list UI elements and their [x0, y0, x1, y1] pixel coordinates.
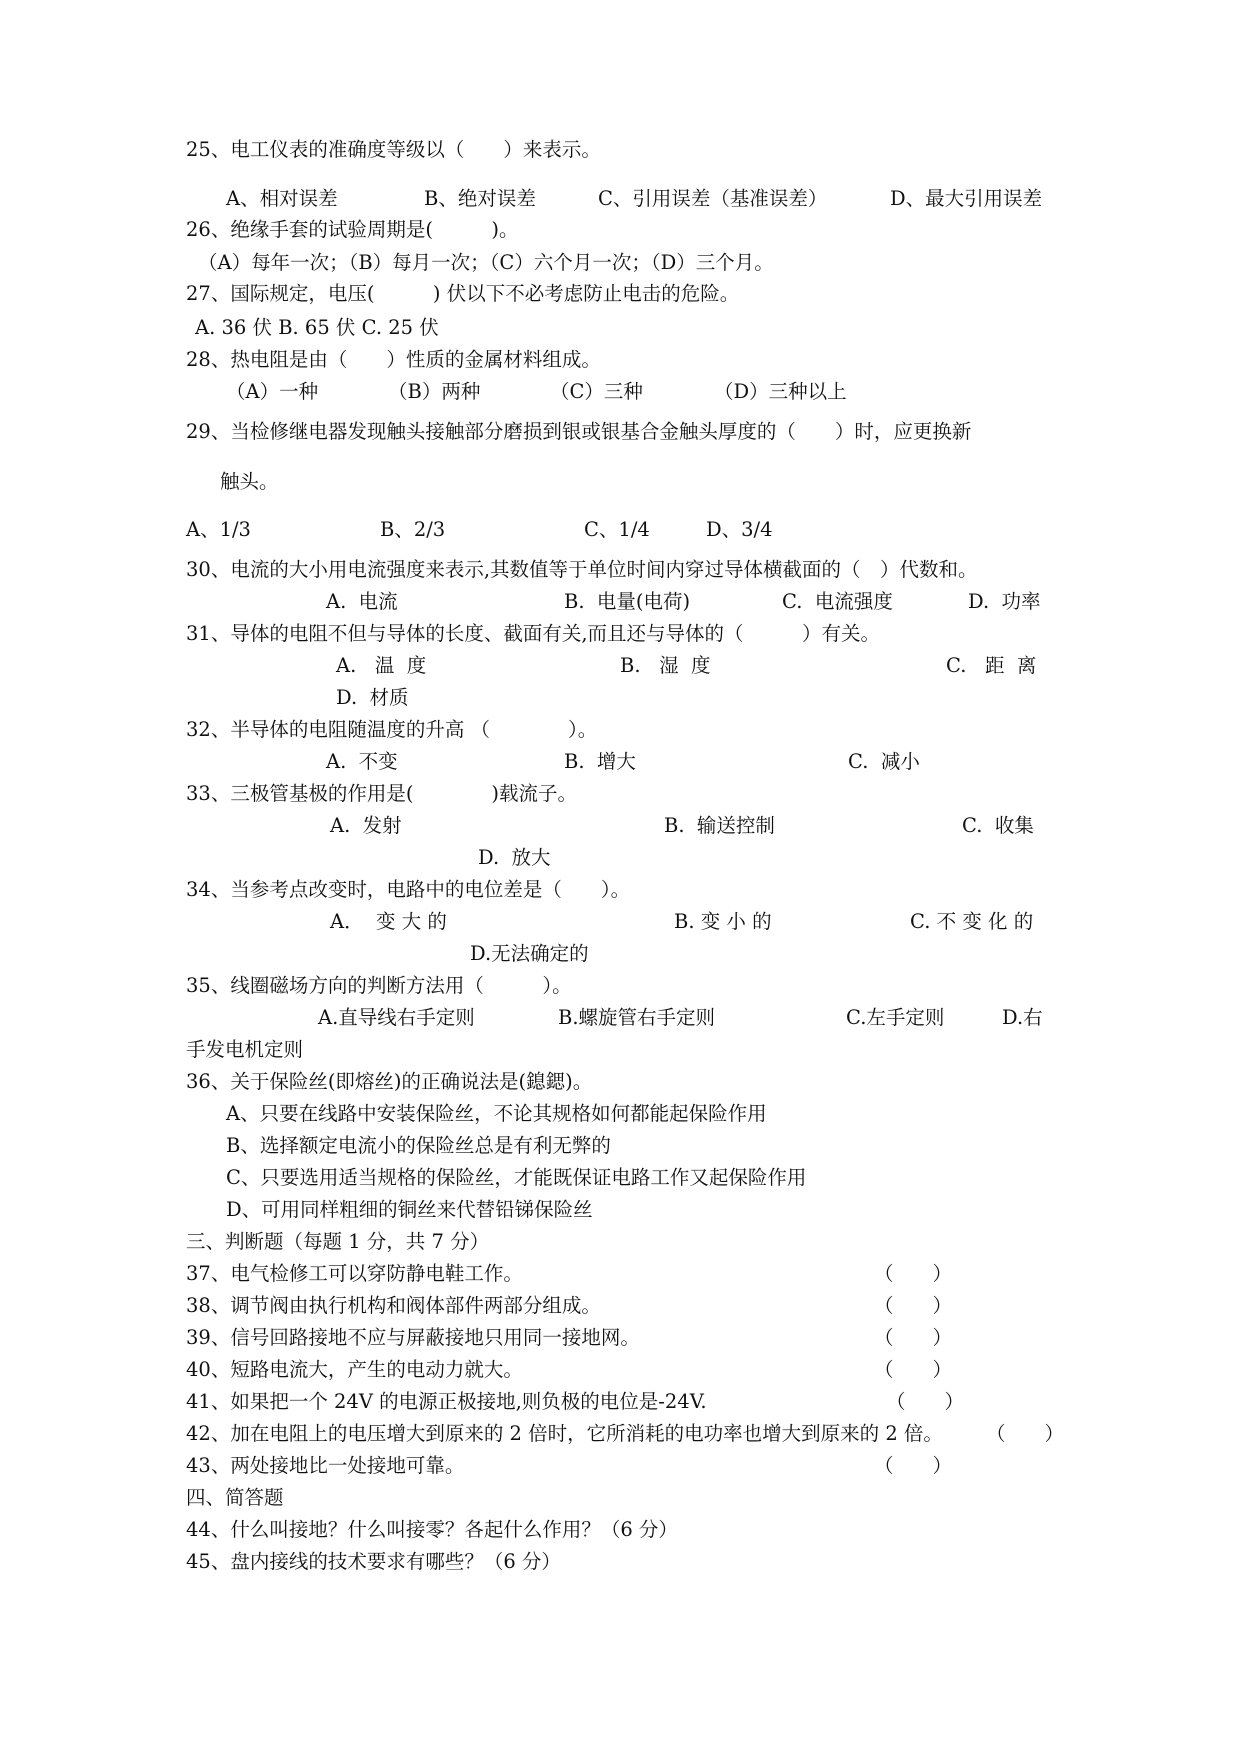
- q28-stem: 28、热电阻是由（ ）性质的金属材料组成。: [186, 348, 601, 371]
- q27-stem: 27、国际规定，电压( ) 伏以下不必考虑防止电击的危险。: [186, 282, 740, 305]
- q35-option-c: C.左手定则: [846, 1006, 945, 1029]
- q37-text: 37、电气检修工可以穿防静电鞋工作。: [186, 1262, 523, 1285]
- q36-option-c: C、只要选用适当规格的保险丝，才能既保证电路工作又起保险作用: [226, 1166, 807, 1189]
- q35-continuation: 手发电机定则: [186, 1038, 304, 1061]
- q28-option-d: （D）三种以上: [714, 380, 847, 403]
- q25-option-c: C、引用误差（基准误差）: [598, 187, 828, 210]
- q30-option-d: D. 功率: [968, 590, 1041, 613]
- q35-option-b: B.螺旋管右手定则: [558, 1006, 716, 1029]
- q32-option-b: B. 增大: [564, 750, 636, 773]
- q42-answer-paren: （ ）: [986, 1422, 1065, 1445]
- q36-option-d: D、可用同样粗细的铜丝来代替铅锑保险丝: [226, 1198, 593, 1221]
- q29-option-d: D、3/4: [706, 518, 773, 541]
- q32-option-c: C. 减小: [848, 750, 920, 773]
- q32-option-a: A. 不变: [326, 750, 398, 773]
- q38-text: 38、调节阀由执行机构和阀体部件两部分组成。: [186, 1294, 601, 1317]
- q40-answer-paren: （ ）: [874, 1358, 953, 1381]
- q34-option-a: A． 变 大 的: [330, 910, 447, 933]
- q42-text: 42、加在电阻上的电压增大到原来的 2 倍时，它所消耗的电功率也增大到原来的 2 倍。: [186, 1422, 943, 1445]
- q45-text: 45、盘内接线的技术要求有哪些？（6 分）: [186, 1550, 561, 1573]
- q29-continuation: 触头。: [220, 470, 279, 493]
- q34-stem: 34、当参考点改变时，电路中的电位差是（ ）。: [186, 878, 631, 901]
- q30-option-c: C. 电流强度: [782, 590, 893, 613]
- q31-option-c: C. 距 离: [946, 654, 1037, 677]
- q30-option-a: A. 电流: [326, 590, 398, 613]
- q33-option-a: A. 发射: [330, 814, 402, 837]
- q31-stem: 31、导体的电阻不但与导体的长度、截面有关,而且还与导体的（ ）有关。: [186, 622, 881, 645]
- q31-option-a: A. 温 度: [336, 654, 427, 677]
- section3-title: 三、判断题（每题 1 分，共 7 分）: [186, 1230, 490, 1253]
- q26-options: （A）每年一次；（B）每月一次；（C）六个月一次；（D）三个月。: [198, 251, 774, 274]
- q30-stem: 30、电流的大小用电流强度来表示,其数值等于单位时间内穿过导体横截面的（ ）代数和。: [186, 558, 978, 581]
- q28-option-b: （B）两种: [388, 380, 481, 403]
- q25-stem: 25、电工仪表的准确度等级以（ ）来表示。: [186, 138, 601, 161]
- q32-stem: 32、半导体的电阻随温度的升高 （ ）。: [186, 718, 598, 741]
- q38-answer-paren: （ ）: [874, 1294, 953, 1317]
- q35-stem: 35、线圈磁场方向的判断方法用（ ）。: [186, 974, 572, 997]
- q26-stem: 26、绝缘手套的试验周期是( )。: [186, 218, 519, 241]
- q29-stem: 29、当检修继电器发现触头接触部分磨损到银或银基合金触头厚度的（ ）时，应更换新: [186, 420, 972, 443]
- q28-option-a: （A）一种: [226, 380, 319, 403]
- q33-option-d: D. 放大: [478, 846, 551, 869]
- q31-option-b: B. 湿 度: [620, 654, 711, 677]
- q36-stem: 36、关于保险丝(即熔丝)的正确说法是(鎴鍶)。: [186, 1070, 593, 1093]
- q29-option-c: C、1/4: [584, 518, 650, 541]
- q39-text: 39、信号回路接地不应与屏蔽接地只用同一接地网。: [186, 1326, 640, 1349]
- q29-option-a: A、1/3: [186, 518, 251, 541]
- q34-option-b: B. 变 小 的: [674, 910, 772, 933]
- q25-option-b: B、绝对误差: [424, 187, 536, 210]
- q28-option-c: （C）三种: [550, 380, 643, 403]
- q30-option-b: B. 电量(电荷): [564, 590, 691, 613]
- q33-option-c: C. 收集: [962, 814, 1034, 837]
- q29-option-b: B、2/3: [380, 518, 446, 541]
- q44-text: 44、什么叫接地？什么叫接零？各起什么作用？（6 分）: [186, 1518, 678, 1541]
- q36-option-a: A、只要在线路中安装保险丝，不论其规格如何都能起保险作用: [226, 1102, 767, 1125]
- q31-option-d: D. 材质: [336, 686, 409, 709]
- q33-stem: 33、三极管基极的作用是( )载流子。: [186, 782, 578, 805]
- q39-answer-paren: （ ）: [874, 1326, 953, 1349]
- q37-answer-paren: （ ）: [874, 1262, 953, 1285]
- q33-option-b: B. 输送控制: [664, 814, 775, 837]
- q43-answer-paren: （ ）: [874, 1454, 953, 1477]
- q34-option-c: C. 不 变 化 的: [910, 910, 1034, 933]
- q35-option-d: D.右: [1002, 1006, 1043, 1029]
- section4-title: 四、简答题: [186, 1486, 284, 1509]
- q35-option-a: A.直导线右手定则: [318, 1006, 475, 1029]
- q43-text: 43、两处接地比一处接地可靠。: [186, 1454, 465, 1477]
- q27-options: A. 36 伏 B. 65 伏 C. 25 伏: [195, 316, 439, 339]
- q34-option-d: D.无法确定的: [470, 942, 589, 965]
- q40-text: 40、短路电流大，产生的电动力就大。: [186, 1358, 523, 1381]
- q25-option-a: A、相对误差: [226, 187, 338, 210]
- q25-option-d: D、最大引用误差: [890, 187, 1043, 210]
- q41-text: 41、如果把一个 24V 的电源正极接地,则负极的电位是-24V.: [186, 1390, 707, 1413]
- q41-answer-paren: （ ）: [886, 1390, 965, 1413]
- q36-option-b: B、选择额定电流小的保险丝总是有利无弊的: [226, 1134, 611, 1157]
